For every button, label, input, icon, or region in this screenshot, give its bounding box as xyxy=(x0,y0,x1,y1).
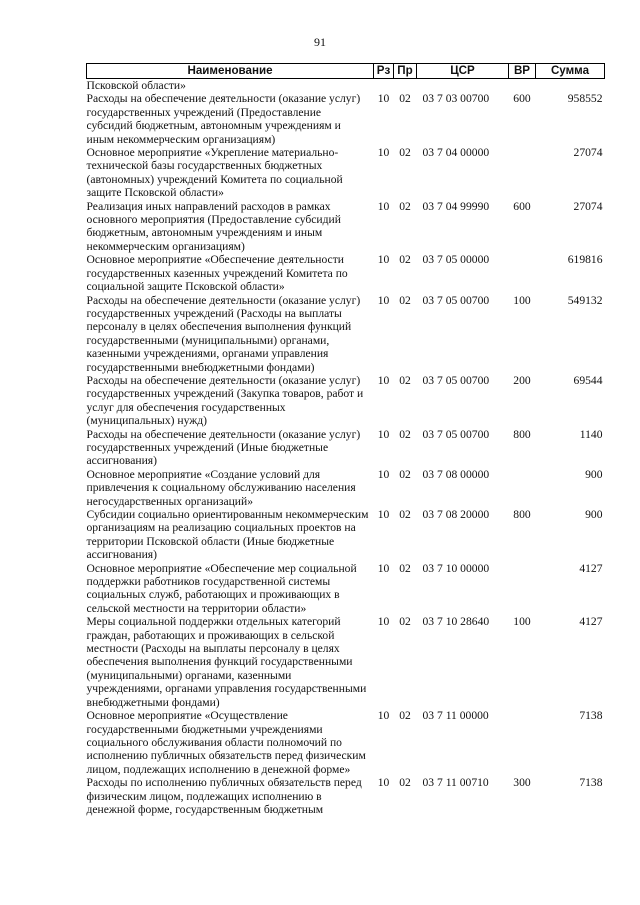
cell-csr: 03 7 05 00700 xyxy=(422,373,490,387)
cell-sum: 7138 xyxy=(579,776,603,790)
cell-csr: 03 7 10 28640 xyxy=(422,615,490,629)
cell-rz: 10 xyxy=(377,199,390,213)
cell-pr xyxy=(394,79,417,93)
cell-rz: 10 xyxy=(377,427,390,441)
cell-pr: 02 xyxy=(399,709,411,723)
cell-pr: 02 xyxy=(399,293,411,307)
cell-name: Основное мероприятие «Обеспечение мер социальной поддержки работников государственной системы социальных служб, работающих и проживающих в сельской местности на территории области» xyxy=(86,561,357,615)
cell-pr: 02 xyxy=(399,508,411,521)
cell-csr: 03 7 08 00000 xyxy=(422,467,490,481)
cell-sum: 1140 xyxy=(579,427,603,441)
cell-rz: 10 xyxy=(377,561,390,575)
cell-csr: 03 7 08 20000 xyxy=(422,508,490,521)
cell-csr: 03 7 04 00000 xyxy=(422,146,490,160)
table-row xyxy=(87,709,605,776)
cell-pr: 02 xyxy=(399,146,411,160)
cell-csr xyxy=(417,79,509,93)
table-row xyxy=(87,146,605,200)
cell-csr: 03 7 05 00000 xyxy=(422,253,490,267)
cell-name: Реализация иных направлений расходов в рамках основного мероприятия (Предоставление субсидий бюджетным, автономным учреждениям и иным некоммерческим организациям) xyxy=(86,199,341,253)
cell-vr: 200 xyxy=(513,373,531,387)
table-row xyxy=(87,374,605,428)
table-row xyxy=(87,776,605,816)
cell-name: Расходы на обеспечение деятельности (оказание услуг) государственных учреждений (Расходы на выплаты персоналу в целях обеспечения выполнения функций государственными (муниципальными) органами, казенными учреждениями, органами управления государственными внебюджетными фондами) xyxy=(86,293,361,374)
cell-name: Основное мероприятие «Обеспечение деятельности государственных казенных учреждений Комитета по социальной защите Псковской области» xyxy=(86,253,348,294)
cell-csr: 03 7 10 00000 xyxy=(422,561,490,575)
cell-vr: 800 xyxy=(513,508,531,521)
table-row xyxy=(87,428,605,468)
cell-rz: 10 xyxy=(377,92,390,106)
table-row xyxy=(87,79,605,93)
table-row xyxy=(87,200,605,254)
cell-pr: 02 xyxy=(399,199,411,213)
cell-sum: 900 xyxy=(585,508,603,521)
cell-sum: 549132 xyxy=(567,293,603,307)
table-header-row xyxy=(87,64,605,79)
cell-rz: 10 xyxy=(377,508,390,521)
header-vr: ВР xyxy=(509,64,536,79)
cell-csr: 03 7 11 00000 xyxy=(422,709,489,723)
cell-name: Расходы на обеспечение деятельности (оказание услуг) государственных учреждений (Предоставление субсидий бюджетным, автономным учреждениям и иным некоммерческим организациям) xyxy=(86,92,361,146)
cell-name: Основное мероприятие «Осуществление государственными бюджетными учреждениями социального обслуживания области полномочий по исполнению публичных обязательств перед физическим лицом, подлежащих исполнению в денежной форме» xyxy=(86,709,366,776)
cell-pr: 02 xyxy=(399,92,411,106)
cell-vr xyxy=(509,709,536,776)
table-row xyxy=(87,508,605,562)
cell-pr: 02 xyxy=(399,253,411,267)
cell-vr: 300 xyxy=(513,776,531,790)
header-csr: ЦСР xyxy=(417,64,509,79)
cell-rz: 10 xyxy=(377,146,390,160)
cell-pr: 02 xyxy=(399,467,411,481)
cell-pr: 02 xyxy=(399,776,411,790)
page-number: 91 xyxy=(314,35,326,49)
header-name: Наименование xyxy=(87,64,374,79)
table-row xyxy=(87,92,605,146)
cell-sum xyxy=(536,79,605,93)
cell-csr: 03 7 05 00700 xyxy=(422,293,490,307)
table-row xyxy=(87,294,605,374)
cell-name: Основное мероприятие «Укрепление материально-технической базы государственных бюджетных (автономных) учреждений Комитета по социальной защите Псковской области» xyxy=(86,146,343,200)
cell-vr: 100 xyxy=(513,615,531,629)
cell-vr: 800 xyxy=(513,427,531,441)
cell-pr: 02 xyxy=(399,427,411,441)
cell-sum: 27074 xyxy=(573,146,603,160)
cell-vr xyxy=(509,468,536,508)
table-row xyxy=(87,253,605,293)
cell-csr: 03 7 11 00710 xyxy=(422,776,489,790)
cell-rz: 10 xyxy=(377,776,390,790)
table-row xyxy=(87,562,605,616)
cell-pr: 02 xyxy=(399,373,411,387)
cell-rz: 10 xyxy=(377,253,390,267)
cell-name: Расходы по исполнению публичных обязательств перед физическим лицом, подлежащих исполнению в денежной форме, государственным бюджетным xyxy=(86,776,362,816)
cell-rz: 10 xyxy=(377,467,390,481)
header-sum: Сумма xyxy=(536,64,605,79)
cell-name: Расходы на обеспечение деятельности (оказание услуг) государственных учреждений (Иные бюджетные ассигнования) xyxy=(86,427,361,468)
cell-vr: 100 xyxy=(513,293,531,307)
cell-sum: 4127 xyxy=(579,561,603,575)
cell-sum: 69544 xyxy=(573,373,603,387)
cell-rz xyxy=(374,79,394,93)
cell-sum: 958552 xyxy=(567,92,603,106)
cell-csr: 03 7 04 99990 xyxy=(422,199,490,213)
cell-name: Основное мероприятие «Создание условий для привлечения к социальному обслуживанию населения негосударственных организаций» xyxy=(86,467,356,508)
budget-table xyxy=(86,63,605,816)
cell-vr xyxy=(509,253,536,293)
cell-vr xyxy=(509,562,536,616)
cell-sum: 4127 xyxy=(579,615,603,629)
cell-name: Субсидии социально ориентированным некоммерческим организациям на реализацию социальных проектов на территории Псковской области (Иные бюджетные ассигнования) xyxy=(86,508,369,562)
cell-vr: 600 xyxy=(513,199,531,213)
cell-sum: 900 xyxy=(585,467,603,481)
cell-sum: 27074 xyxy=(573,199,603,213)
cell-rz: 10 xyxy=(377,373,390,387)
cell-rz: 10 xyxy=(377,293,390,307)
cell-name: Расходы на обеспечение деятельности (оказание услуг) государственных учреждений (Закупка товаров, работ и услуг для обеспечения государственных (муниципальных) нужд) xyxy=(86,373,364,428)
cell-name: Псковской области» xyxy=(86,79,186,92)
table-row xyxy=(87,615,605,709)
cell-csr: 03 7 05 00700 xyxy=(422,427,490,441)
cell-rz: 10 xyxy=(377,709,390,723)
cell-vr: 600 xyxy=(513,92,531,106)
table-row xyxy=(87,468,605,508)
cell-pr: 02 xyxy=(399,615,411,629)
cell-sum: 619816 xyxy=(567,253,603,267)
cell-csr: 03 7 03 00700 xyxy=(422,92,490,106)
cell-rz: 10 xyxy=(377,615,390,629)
cell-vr xyxy=(509,146,536,200)
cell-vr xyxy=(509,79,536,93)
cell-name: Меры социальной поддержки отдельных категорий граждан, работающих и проживающих в сельской местности (Расходы на выплаты персоналу в целях обеспечения выполнения функций государственными (муниципальными) органами, казенными учреждениями, органами управления государственными внебюджетными фондами) xyxy=(86,615,367,709)
table-body xyxy=(87,79,605,817)
cell-sum: 7138 xyxy=(579,709,603,723)
cell-pr: 02 xyxy=(399,561,411,575)
header-rz: Рз xyxy=(374,64,394,79)
header-pr: Пр xyxy=(394,64,417,79)
